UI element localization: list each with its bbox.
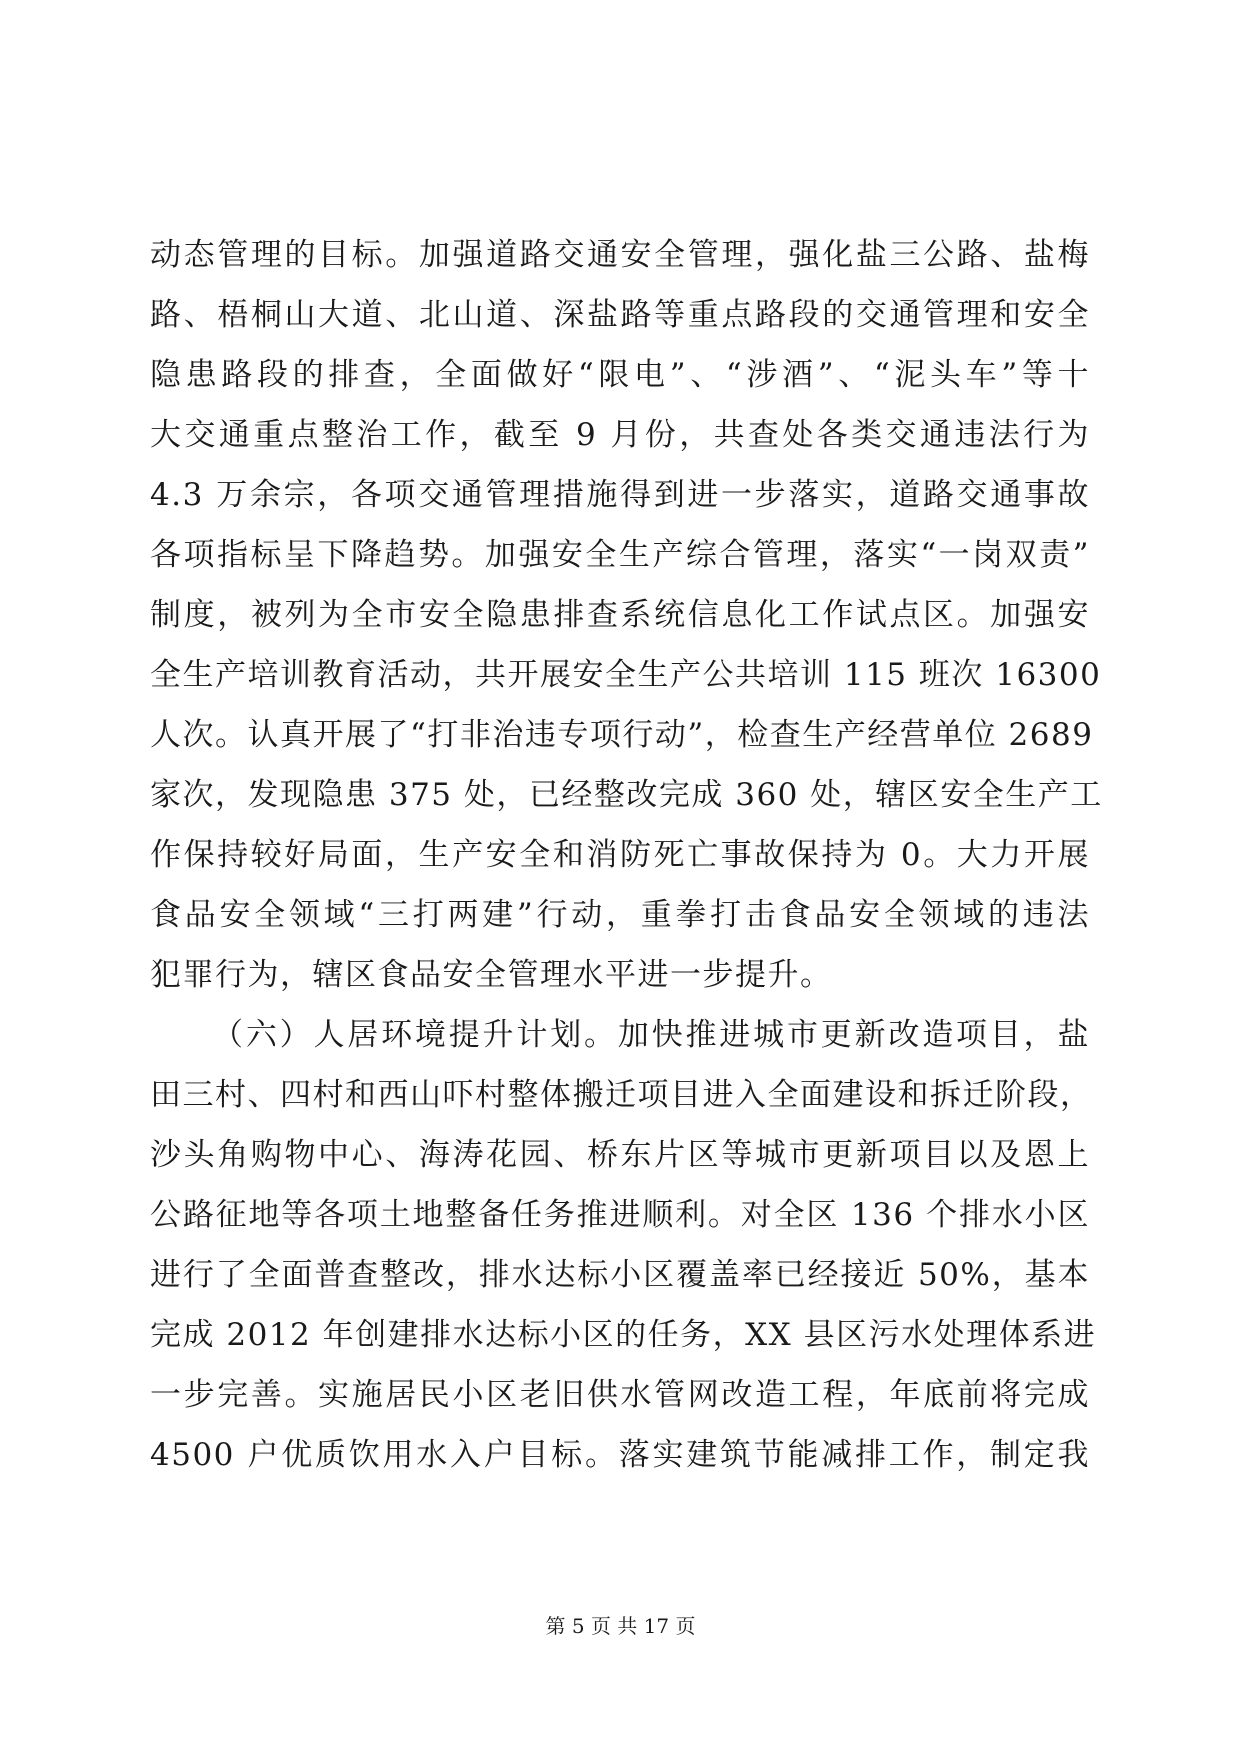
text-line: 食品安全领域“三打两建”行动，重拳打击食品安全领域的违法 (150, 897, 1090, 933)
text-line: 4500 户优质饮用水入户目标。落实建筑节能减排工作，制定我 (150, 1437, 1090, 1473)
text-line: 沙头角购物中心、海涛花园、桥东片区等城市更新项目以及恩上 (150, 1137, 1090, 1173)
text-line: 4.3 万余宗，各项交通管理措施得到进一步落实，道路交通事故 (150, 477, 1090, 513)
text-line: 路、梧桐山大道、北山道、深盐路等重点路段的交通管理和安全 (150, 297, 1090, 333)
text-line: 一步完善。实施居民小区老旧供水管网改造工程，年底前将完成 (150, 1377, 1090, 1413)
text-line: 全生产培训教育活动，共开展安全生产公共培训 115 班次 16300 (150, 657, 1102, 693)
text-line: 公路征地等各项土地整备任务推进顺利。对全区 136 个排水小区 (150, 1197, 1090, 1233)
text-line: 制度，被列为全市安全隐患排查系统信息化工作试点区。加强安 (150, 597, 1090, 633)
text-line: 动态管理的目标。加强道路交通安全管理，强化盐三公路、盐梅 (150, 237, 1090, 273)
text-line: 人次。认真开展了“打非治违专项行动”，检查生产经营单位 2689 (150, 717, 1094, 753)
text-line: 田三村、四村和西山吓村整体搬迁项目进入全面建设和拆迁阶段， (150, 1077, 1093, 1113)
text-line: 家次，发现隐患 375 处，已经整改完成 360 处，辖区安全生产工 (150, 777, 1103, 813)
page-number-footer: 第 5 页 共 17 页 (545, 1614, 696, 1638)
body-text (150, 225, 1103, 1485)
text-line: 大交通重点整治工作，截至 9 月份，共查处各类交通违法行为 (150, 417, 1090, 453)
text-line: 作保持较好局面，生产安全和消防死亡事故保持为 0。大力开展 (150, 837, 1090, 873)
text-line: 进行了全面普查整改，排水达标小区覆盖率已经接近 50%，基本 (150, 1257, 1090, 1293)
section-heading-line: （六）人居环境提升计划。加快推进城市更新改造项目，盐 (212, 1017, 1090, 1053)
text-line: 各项指标呈下降趋势。加强安全生产综合管理，落实“一岗双责” (150, 537, 1090, 573)
paragraph-end-line: 犯罪行为，辖区食品安全管理水平进一步提升。 (150, 957, 833, 993)
text-line: 完成 2012 年创建排水达标小区的任务，XX 县区污水处理体系进 (150, 1317, 1097, 1353)
text-line: 隐患路段的排查，全面做好“限电”、“涉酒”、“泥头车”等十 (150, 357, 1090, 393)
